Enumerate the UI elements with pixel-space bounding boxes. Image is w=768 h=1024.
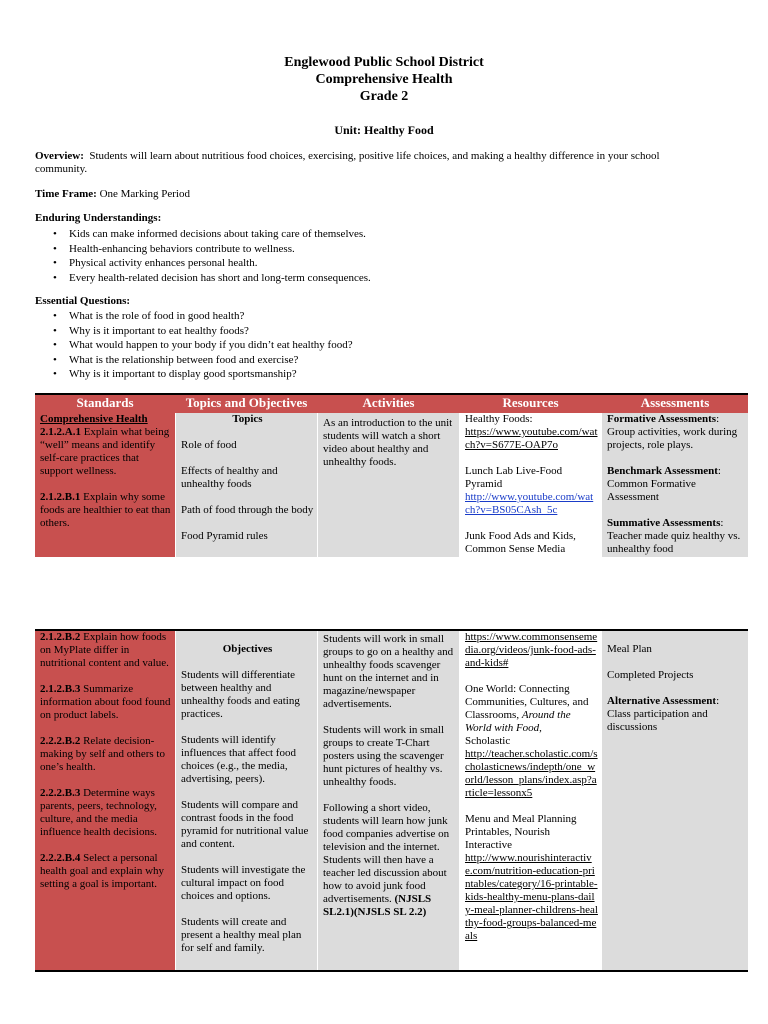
curriculum-table-1	[35, 393, 748, 557]
resource-link[interactable]: https://www.commonsensemedia.org/videos/junk-food-ads-and-kids#	[465, 631, 598, 669]
list-item: • Health-enhancing behaviors contribute to wellness.	[35, 242, 735, 257]
time-frame	[35, 188, 190, 201]
overview-text-cont: community.	[35, 163, 88, 175]
time-frame-value: One Marking Period	[99, 188, 190, 200]
summative-text: Teacher made quiz healthy vs. unhealthy food	[607, 530, 741, 555]
resource-title-italic: Around the World with Food,	[465, 709, 571, 734]
benchmark-text: Common Formative Assessment	[607, 478, 696, 503]
resources-cell	[460, 629, 601, 972]
formative-text: Group activities, work during projects, role plays.	[607, 426, 738, 451]
grade-title: Grade 2	[359, 89, 409, 104]
topics-cell	[176, 413, 317, 557]
topic-item: Role of food	[181, 439, 237, 451]
objective-item: Students will compare and contrast foods in the food pyramid for nutritional value and content.	[181, 799, 309, 850]
header-standards: Standards	[76, 395, 134, 410]
essential-list	[35, 309, 735, 382]
standard-text: Determine ways parents, peers, technology, culture, and the media influence health decisions.	[40, 787, 157, 838]
activities-cell	[318, 413, 459, 557]
summative-label: Summative Assessments	[607, 517, 721, 529]
benchmark-label: Benchmark Assessment	[607, 465, 718, 477]
objective-item: Students will identify influences that affect food choices (e.g., the media, advertising, peers).	[181, 734, 296, 785]
njsls-standards: (NJSLS SL2.1)(NJSLS SL 2.2)	[323, 893, 432, 918]
standard-text: Select a personal health goal and explain why setting a goal is important.	[40, 852, 165, 890]
topic-item: Food Pyramid rules	[181, 530, 268, 542]
header-topics: Topics and Objectives	[185, 395, 308, 410]
resource-title: Junk Food Ads and Kids, Common Sense Media	[465, 530, 576, 555]
list-item: • Why is it important to display good sportsmanship?	[35, 367, 735, 382]
enduring-label: Enduring Understandings:	[35, 212, 162, 224]
overview-label: Overview:	[35, 150, 84, 162]
resource-title: Menu and Meal Planning Printables, Nourish Interactive	[465, 813, 577, 851]
standard-code: 2.2.2.B.3	[40, 787, 81, 799]
list-item: • What is the relationship between food and exercise?	[35, 353, 735, 368]
resource-title: Healthy Foods:	[465, 413, 533, 425]
overview	[35, 150, 735, 176]
topic-item: Path of food through the body	[181, 504, 314, 516]
subject-title: Comprehensive Health	[315, 72, 453, 87]
table-header-row	[35, 393, 748, 413]
header-assessments: Assessments	[640, 395, 710, 410]
alternative-label: Alternative Assessment	[607, 695, 717, 707]
activities-cell	[318, 629, 459, 972]
header-activities: Activities	[362, 395, 415, 410]
standard-text: Summarize information about food found on product labels.	[40, 683, 171, 721]
standard-text: Explain what being “well” means and identify self-care practices that support wellness.	[40, 426, 170, 477]
resource-link[interactable]: http://www.youtube.com/watch?v=BS05CAsh_5c	[465, 491, 594, 516]
activity-item: As an introduction to the unit students will watch a short video about healthy and unhealthy foods.	[323, 417, 453, 468]
standards-title: Comprehensive Health	[40, 413, 148, 425]
assessments-cell: Formative Assessments: Group activities, work during projects, role plays. Benchmark Assessment: Common Formative Assessment Summative Assessments: Teacher made quiz healthy vs. unhealthy food	[607, 413, 741, 555]
list-item: • What would happen to your body if you didn’t eat healthy food?	[35, 338, 735, 353]
resources-cell	[460, 413, 601, 557]
activity-item: Students will work in small groups to go on a healthy and unhealthy foods scavenger hunt on the internet and in magazine/newspaper advertisements.	[323, 633, 454, 710]
standard-code: 2.2.2.B.2	[40, 735, 81, 747]
standard-code: 2.2.2.B.4	[40, 852, 81, 864]
essential-label: Essential Questions:	[35, 295, 131, 307]
curriculum-table-2	[35, 629, 748, 972]
assessment-item: Meal Plan	[607, 643, 652, 655]
list-item: • Kids can make informed decisions about taking care of themselves.	[35, 227, 735, 242]
objective-item: Students will create and present a healthy meal plan for self and family.	[181, 916, 302, 954]
unit-title: Unit: Healthy Food	[334, 123, 434, 137]
list-item: • Physical activity enhances personal health.	[35, 256, 735, 271]
assessment-item: Completed Projects	[607, 669, 694, 681]
objectives-cell	[176, 629, 317, 972]
objectives-heading: Objectives	[222, 643, 273, 655]
standards-cell	[35, 413, 175, 557]
overview-text: Students will learn about nutritious food choices, exercising, positive life choices, and making a healthy difference in your school	[89, 150, 660, 162]
list-item: • What is the role of food in good health?	[35, 309, 735, 324]
standard-code: 2.1.2.B.3	[40, 683, 81, 695]
standard-text: Explain why some foods are healthier to eat than others.	[40, 491, 171, 529]
standard-code: 2.1.2.B.2	[40, 631, 81, 643]
standard-text: Relate decision-making by self and others to one’s health.	[40, 735, 165, 773]
list-item: • Why is it important to eat healthy foods?	[35, 324, 735, 339]
objective-item: Students will investigate the cultural impact on food choices and options.	[181, 864, 306, 902]
objective-item: Students will differentiate between healthy and unhealthy foods and eating practices.	[181, 669, 300, 720]
topic-item: Effects of healthy and unhealthy foods	[181, 465, 278, 490]
district-title: Englewood Public School District	[284, 55, 484, 70]
resource-link[interactable]: http://teacher.scholastic.com/scholasticnews/indepth/one_world/lesson_plans/index.asp?article=lessonx5	[465, 748, 598, 799]
enduring-list	[35, 227, 735, 285]
resource-title: One World: Connecting Communities, Cultures, and Classrooms,	[465, 683, 589, 721]
topics-heading: Topics	[232, 413, 263, 425]
standard-text: Explain how foods on MyPlate differ in nutritional content and value.	[40, 631, 169, 669]
table-top-rule	[35, 393, 748, 395]
activity-item: Following a short video, students will learn how junk food companies advertise on television and the internet. Students will then have a teacher led discussion about how to avoid junk food advertisements.	[323, 802, 450, 905]
resource-link[interactable]: http://www.nourishinteractive.com/nutrition-education-printables/category/16-printable-kids-healthy-menu-plans-daily-meal-planner-childrens-healthy-food-groups-balanced-meals	[465, 852, 598, 942]
time-frame-label: Time Frame:	[35, 188, 97, 200]
resource-title: Lunch Lab Live-Food Pyramid	[465, 465, 563, 490]
assessments-cell: Meal Plan Completed Projects Alternative Assessment: Class participation and discussions	[602, 629, 748, 972]
resource-publisher: Scholastic	[465, 735, 511, 747]
standards-cell	[35, 629, 175, 972]
activity-item: Students will work in small groups to create T-Chart posters using the scavenger hunt pictures of healthy vs. unhealthy foods.	[323, 724, 444, 788]
list-item: • Every health-related decision has short and long-term consequences.	[35, 271, 735, 286]
standard-code: 2.1.2.B.1	[40, 491, 81, 503]
resource-link[interactable]: https://www.youtube.com/watch?v=S677E-OAP7o	[465, 426, 598, 451]
alternative-text: Class participation and discussions	[607, 708, 708, 733]
formative-label: Formative Assessments	[607, 413, 717, 425]
header-resources: Resources	[502, 395, 559, 410]
standard-code: 2.1.2.A.1	[40, 426, 81, 438]
